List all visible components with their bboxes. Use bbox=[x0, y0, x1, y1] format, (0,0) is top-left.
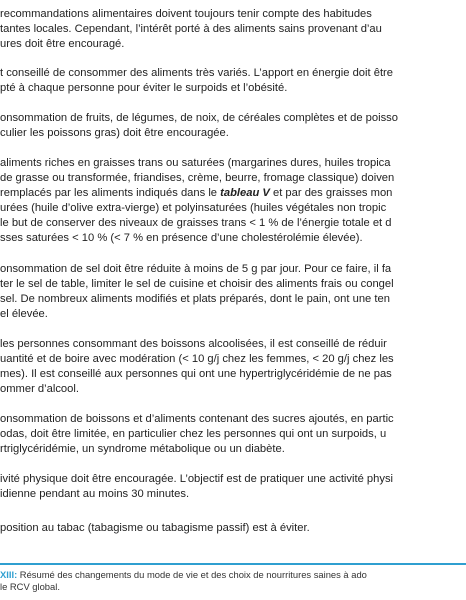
text-line: idienne pendant au moins 30 minutes. bbox=[0, 488, 190, 500]
text-line: ures doit être encouragé. bbox=[0, 38, 125, 50]
text-line: onsommation de sel doit être réduite à moins de 5 g par jour. Pour ce faire, il fa bbox=[0, 263, 392, 275]
text-line: recommandations alimentaires doivent toujours tenir compte des habitudes bbox=[0, 8, 372, 20]
caption-label: XIII: bbox=[0, 569, 18, 580]
text-line: odas, doit être limitée, en particulier chez les personnes qui ont un surpoids, u bbox=[0, 428, 387, 440]
text-line: culier les poissons gras) doit être encouragée. bbox=[0, 127, 229, 139]
caption-divider bbox=[0, 563, 466, 565]
table-reference: tableau V bbox=[220, 187, 270, 199]
text-segment: et par des graisses mon bbox=[269, 187, 393, 199]
text-line: ter le sel de table, limiter le sel de cuisine et choisir des aliments frais ou congel bbox=[0, 278, 394, 290]
text-line-with-reference bbox=[0, 186, 392, 200]
text-line: ommer d’alcool. bbox=[0, 383, 79, 395]
text-line: sses saturées < 10 % (< 7 % en présence d’une cholestérolémie élevée). bbox=[0, 232, 363, 244]
text-line: urées (huile d’olive extra-vierge) et polyinsaturées (huiles végétales non tropic bbox=[0, 202, 387, 214]
text-segment: remplacés par les aliments indiqués dans le bbox=[0, 187, 221, 199]
caption-line bbox=[0, 569, 367, 581]
text-line: ivité physique doit être encouragée. L’objectif est de pratiquer une activité physi bbox=[0, 473, 394, 485]
caption-text: Résumé des changements du mode de vie et des choix de nourritures saines à ado bbox=[17, 569, 367, 580]
text-line: uantité et de boire avec modération (< 10 g/j chez les femmes, < 20 g/j chez les bbox=[0, 353, 394, 365]
text-line: position au tabac (tabagisme ou tabagisme passif) est à éviter. bbox=[0, 522, 310, 534]
text-line: onsommation de fruits, de légumes, de noix, de céréales complètes et de poisso bbox=[0, 112, 398, 124]
text-line: de grasse ou transformée, friandises, crème, beurre, fromage classique) doiven bbox=[0, 172, 395, 184]
text-line: t conseillé de consommer des aliments très variés. L’apport en énergie doit être bbox=[0, 67, 394, 79]
caption-line: le RCV global. bbox=[0, 581, 60, 592]
text-line: pté à chaque personne pour éviter le surpoids et l’obésité. bbox=[0, 82, 288, 94]
text-line: onsommation de boissons et d’aliments contenant des sucres ajoutés, en partic bbox=[0, 413, 394, 425]
text-line: sel. De nombreux aliments modifiés et plats préparés, dont le pain, ont une ten bbox=[0, 293, 390, 305]
text-line: el élevée. bbox=[0, 308, 48, 320]
text-line: tantes locales. Cependant, l’intérêt porté à des aliments sains provenant d’au bbox=[0, 23, 382, 35]
text-line: le but de conserver des niveaux de graisses trans < 1 % de l’énergie totale et d bbox=[0, 217, 392, 229]
text-line: rtriglycéridémie, un syndrome métabolique ou un diabète. bbox=[0, 443, 285, 455]
text-line: mes). Il est conseillé aux personnes qui ont une hypertriglycéridémie de ne pas bbox=[0, 368, 392, 380]
text-line: les personnes consommant des boissons alcoolisées, il est conseillé de réduir bbox=[0, 338, 387, 350]
text-line: aliments riches en graisses trans ou saturées (margarines dures, huiles tropica bbox=[0, 157, 391, 169]
